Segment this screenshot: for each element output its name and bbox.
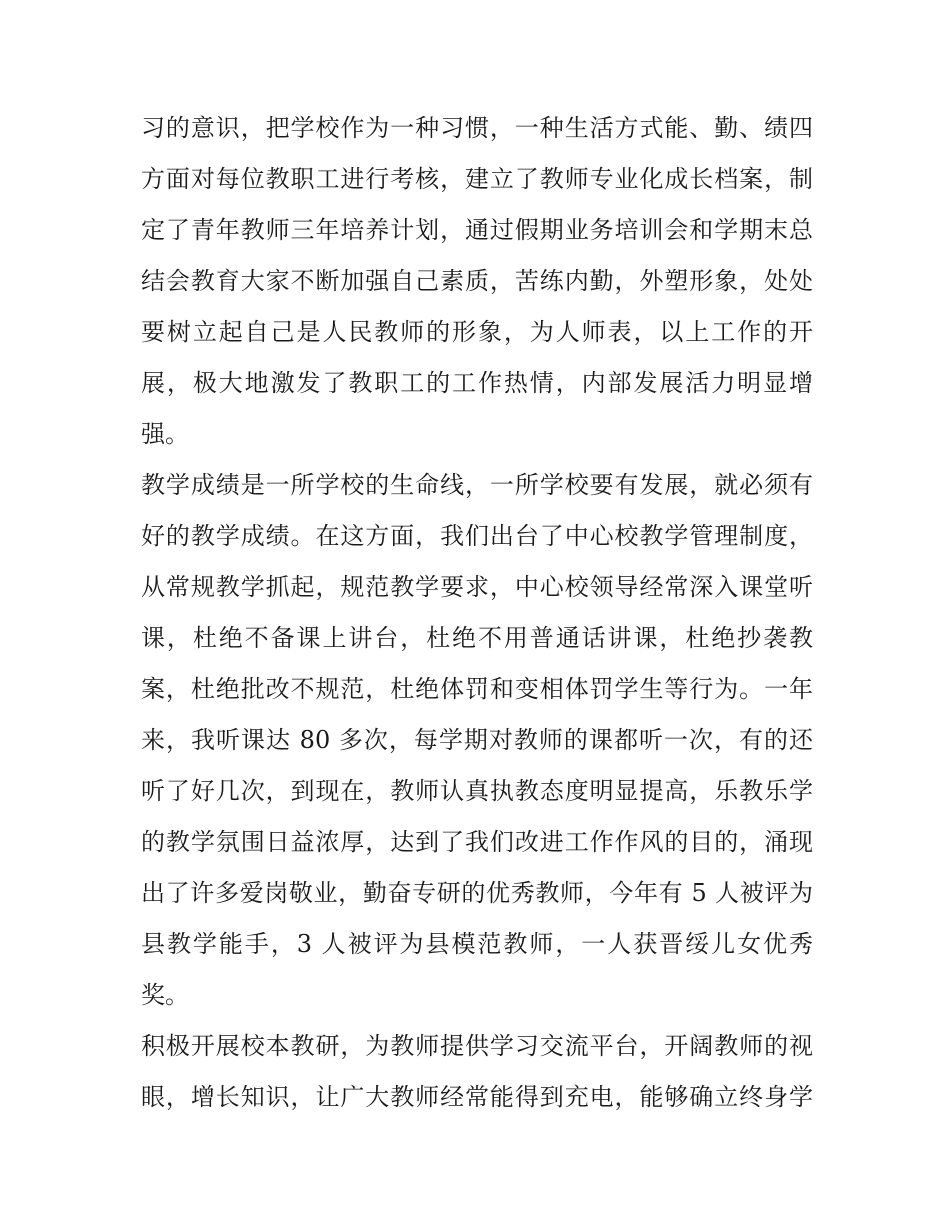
document-body-text bbox=[141, 103, 813, 1123]
text-line: 积极开展校本教研，为教师提供学习交流平台，开阔教师的视 bbox=[141, 1032, 813, 1060]
text-line: 教学成绩是一所学校的生命线，一所学校要有发展，就必须有 bbox=[141, 471, 813, 499]
text-line: 听了好几次，到现在，教师认真执教态度明显提高，乐教乐学 bbox=[141, 777, 813, 805]
text-line: 奖。 bbox=[141, 981, 189, 1009]
text-line: 案，杜绝批改不规范，杜绝体罚和变相体罚学生等行为。一年 bbox=[141, 675, 813, 703]
text-line: 好的教学成绩。在这方面，我们出台了中心校教学管理制度， bbox=[141, 522, 813, 550]
text-line: 方面对每位教职工进行考核，建立了教师专业化成长档案，制 bbox=[141, 165, 813, 193]
text-line: 眼，增长知识，让广大教师经常能得到充电，能够确立终身学 bbox=[141, 1083, 813, 1111]
text-line: 课，杜绝不备课上讲台，杜绝不用普通话讲课，杜绝抄袭教 bbox=[141, 624, 813, 652]
text-line: 的教学氛围日益浓厚，达到了我们改进工作作风的目的，涌现 bbox=[141, 828, 813, 856]
text-line: 从常规教学抓起，规范教学要求，中心校领导经常深入课堂听 bbox=[141, 573, 813, 601]
text-line: 要树立起自己是人民教师的形象，为人师表，以上工作的开 bbox=[141, 318, 813, 346]
text-line: 展，极大地激发了教职工的工作热情，内部发展活力明显增 bbox=[141, 369, 813, 397]
text-line: 结会教育大家不断加强自己素质，苦练内勤，外塑形象，处处 bbox=[141, 267, 813, 295]
text-line: 习的意识，把学校作为一种习惯，一种生活方式能、勤、绩四 bbox=[141, 114, 813, 142]
text-line: 强。 bbox=[141, 420, 189, 448]
text-line: 定了青年教师三年培养计划，通过假期业务培训会和学期末总 bbox=[141, 216, 813, 244]
text-line: 县教学能手，3 人被评为县模范教师，一人获晋绥儿女优秀 bbox=[141, 930, 813, 958]
text-line: 来，我听课达 80 多次，每学期对教师的课都听一次，有的还 bbox=[141, 726, 813, 754]
text-line: 出了许多爱岗敬业，勤奋专研的优秀教师，今年有 5 人被评为 bbox=[141, 879, 813, 907]
